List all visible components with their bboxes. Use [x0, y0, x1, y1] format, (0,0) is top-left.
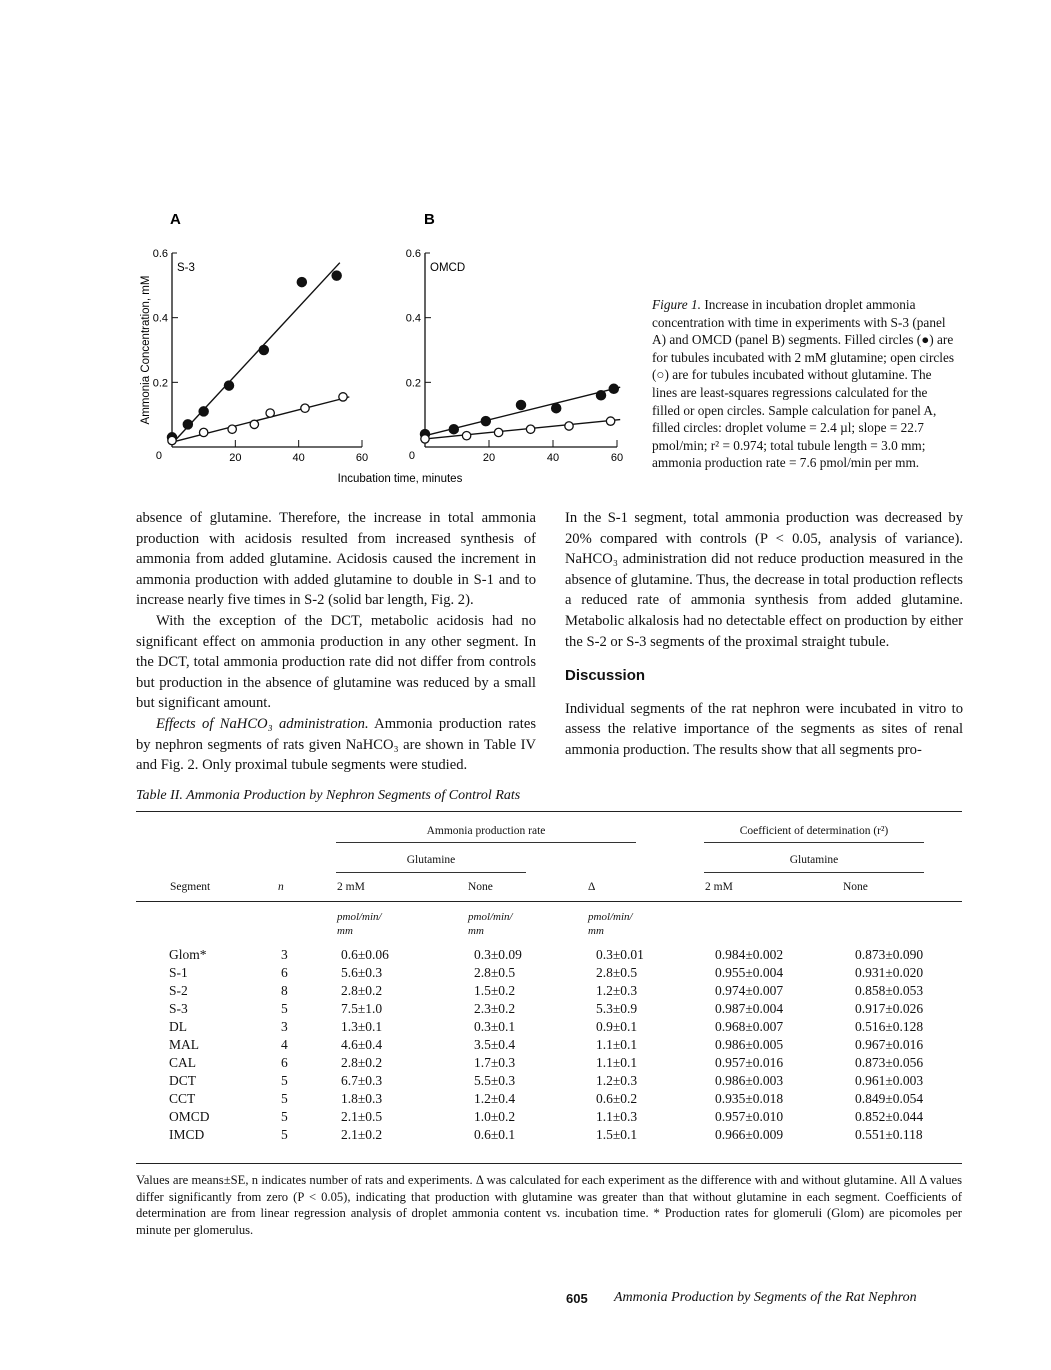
table-cell: 0.917±0.026: [855, 1001, 924, 1016]
table-cell: 0.849±0.054: [855, 1091, 924, 1106]
open-data-point: [526, 425, 534, 433]
table-cell: 0.3±0.1: [474, 1019, 516, 1034]
table-cell: 5: [281, 1001, 288, 1016]
table-cell: 2.3±0.2: [474, 1001, 516, 1016]
table-cell: 4.6±0.4: [341, 1037, 383, 1052]
open-data-point: [199, 428, 207, 436]
table-cell: 0.935±0.018: [715, 1091, 784, 1106]
table-cell: 0.966±0.009: [715, 1127, 784, 1142]
table-cell: 0.984±0.002: [715, 947, 784, 962]
table-cell: 1.0±0.2: [474, 1109, 516, 1124]
y-tick-label: 0: [408, 450, 415, 462]
col-header-segment: Segment: [170, 881, 211, 893]
x-tick-label: 20: [482, 452, 496, 464]
table-row: [168, 964, 936, 982]
table-cell: 8: [281, 983, 288, 998]
table-cell: MAL: [169, 1037, 199, 1052]
table-cell: S-1: [169, 965, 188, 980]
divider: [704, 842, 924, 843]
filled-data-point: [183, 420, 192, 429]
table-cell: DCT: [169, 1073, 196, 1088]
filled-data-point: [449, 425, 458, 434]
table-cell: 4: [281, 1037, 288, 1052]
table-cell: 0.955±0.004: [715, 965, 784, 980]
data-table: [168, 946, 936, 1144]
header-rule: [136, 901, 962, 902]
x-tick-label: 60: [355, 452, 369, 464]
table-cell: 5.6±0.3: [341, 965, 383, 980]
divider: [704, 872, 924, 873]
table-cell: 0.957±0.010: [715, 1109, 784, 1124]
table-cell: 0.852±0.044: [855, 1109, 924, 1124]
table-cell: 1.5±0.1: [596, 1127, 638, 1142]
table-cell: 1.2±0.3: [596, 983, 638, 998]
filled-data-point: [199, 407, 208, 416]
col-header-2mm: 2 mM: [337, 881, 365, 893]
table-row: [168, 1018, 936, 1036]
filled-data-point: [516, 400, 525, 409]
right-column: [565, 508, 963, 761]
table-title: Table II. Ammonia Production by Nephron Segments of Control Rats: [136, 788, 521, 803]
table-row: [168, 1000, 936, 1018]
table-cell: 0.987±0.004: [715, 1001, 784, 1016]
x-tick-label: 20: [229, 452, 242, 464]
table-cell: 0.961±0.003: [855, 1073, 924, 1088]
panel-label-a: A: [170, 211, 181, 228]
group-header-r2: Coefficient of determination (r²): [739, 825, 889, 837]
table-bottom-rule: [136, 1163, 962, 1164]
table-cell: IMCD: [169, 1127, 205, 1142]
table-row: [168, 1090, 936, 1108]
table-row: [168, 1054, 936, 1072]
table-cell: 3: [281, 1019, 288, 1034]
panel-title: OMCD: [430, 262, 466, 274]
table-cell: 1.8±0.3: [341, 1091, 383, 1106]
running-title: Ammonia Production by Segments of the Rat Nephron: [614, 1290, 917, 1305]
table-cell: 6: [281, 965, 288, 980]
table-footnote: Values are means±SE, n indicates number of rats and experiments. Δ was calculated for each experiment as the difference with and without glutamine. All Δ values differ significantly from zero (P < 0.05), indicating that production with glutamine was greater than that without glutamine in each segment. Coefficients of determination are from linear regression analysis of droplet ammonia content vs. incubation time. * Production rates for glomeruli (Glom) are picomoles per minute per glomerulus.: [136, 1173, 962, 1237]
run-in-heading: Effects of NaHCO₃ administration.: [156, 715, 369, 732]
table-cell: 2.1±0.2: [341, 1127, 383, 1142]
open-data-point: [462, 431, 470, 439]
table-cell: 1.1±0.1: [596, 1055, 638, 1070]
table-cell: 5: [281, 1127, 288, 1142]
y-tick-label: 0.2: [152, 377, 168, 390]
open-data-point: [421, 435, 429, 443]
table-cell: 0.931±0.020: [855, 965, 924, 980]
table-cell: 1.5±0.2: [474, 983, 516, 998]
table-cell: 0.986±0.005: [715, 1037, 784, 1052]
x-tick-label: 60: [610, 452, 624, 464]
panel-label-b: B: [424, 211, 435, 228]
page-number: 605: [566, 1291, 588, 1306]
paragraph: With the exception of the DCT, metabolic acidosis had no significant effect on ammonia production in any other segment. In the DCT, total ammonia production rate did not differ from controls but production in the absence of glutamine was reduced by a small but significant amount.: [136, 612, 536, 712]
panel-b: [406, 248, 623, 464]
paragraph: In the S-1 segment, total ammonia production was decreased by 20% compared with controls (P < 0.05, analysis of variance). NaHCO₃ administration did not reduce production measured in the absence of glutamine. Thus, the decrease in total production reflects a reduced rate of ammonia synthesis from added glutamine. Metabolic alkalosis had no detectable effect on production by either the S-2 or S-3 segments of the proximal straight tubule.: [565, 510, 963, 650]
table-cell: S-2: [169, 983, 188, 998]
group-header-production: Ammonia production rate: [426, 825, 546, 837]
open-data-point: [339, 393, 347, 401]
table-row: [168, 982, 936, 1000]
x-tick-label: 40: [292, 452, 305, 464]
table-cell: 0.873±0.056: [855, 1055, 924, 1070]
col-header-r2-none: None: [843, 881, 868, 893]
y-axis-label: Ammonia Concentration, mM: [140, 275, 152, 425]
table-cell: 0.9±0.1: [596, 1019, 638, 1034]
subheader-glutamine-r2: Glutamine: [789, 854, 839, 866]
table-cell: 6.7±0.3: [341, 1073, 383, 1088]
table-cell: 1.3±0.1: [341, 1019, 383, 1034]
table-cell: 0.873±0.090: [855, 947, 924, 962]
table-cell: 0.957±0.016: [715, 1055, 784, 1070]
table-cell: 0.551±0.118: [855, 1127, 923, 1142]
table-cell: CCT: [169, 1091, 196, 1106]
table-cell: 1.2±0.3: [596, 1073, 638, 1088]
open-data-point: [168, 436, 176, 444]
table-cell: 1.1±0.3: [596, 1109, 638, 1124]
panel-title: S-3: [177, 262, 195, 274]
open-data-point: [606, 417, 614, 425]
paragraph: Individual segments of the rat nephron were incubated in vitro to assess the relative importance of the segments as sites of renal ammonia production. The results show that all segments pro-: [565, 700, 963, 758]
table-cell: 1.2±0.4: [474, 1091, 516, 1106]
regression-line: [172, 263, 340, 444]
table-row: [168, 1036, 936, 1054]
divider: [336, 842, 636, 843]
figure-caption: [652, 296, 958, 472]
table-cell: 7.5±1.0: [341, 1001, 383, 1016]
table-cell: DL: [169, 1019, 187, 1034]
table-cell: 0.6±0.06: [341, 947, 389, 962]
table-cell: CAL: [169, 1055, 196, 1070]
y-tick-label: 0.2: [405, 377, 421, 390]
filled-data-point: [481, 417, 490, 426]
paragraph-text: Ammonia production rates by nephron segments of rats given NaHCO₃ are shown in Table IV and Fig. 2. Only proximal tubule segments were studied.: [136, 715, 536, 774]
open-data-point: [494, 428, 502, 436]
table-cell: 2.8±0.2: [341, 1055, 383, 1070]
table-cell: 5: [281, 1091, 288, 1106]
table-cell: 0.6±0.2: [596, 1091, 638, 1106]
table-cell: 0.858±0.053: [855, 983, 924, 998]
left-column: [136, 508, 536, 776]
table-cell: S-3: [169, 1001, 188, 1016]
caption-text: Increase in incubation droplet ammonia concentration with time in experiments with S-3 (panel A) and OMCD (panel B) segments. Filled circles (●) are for tubules incubated with 2 mM glutamine; open circles (○) are for tubules incubated without glutamine. The lines are least-squares regressions calculated for the filled or open circles. Sample calculation for panel A, filled circles: droplet volume = 2.4 µl; slope = 22.7 pmol/min; r² = 0.974; total tubule length = 3.0 mm; ammonia production rate = 7.6 pmol/min per mm.: [652, 297, 955, 471]
table-cell: 0.968±0.007: [715, 1019, 784, 1034]
table-cell: 0.516±0.128: [855, 1019, 924, 1034]
table-cell: Glom*: [169, 947, 207, 962]
filled-data-point: [332, 271, 341, 280]
table-cell: 5.3±0.9: [596, 1001, 638, 1016]
open-data-point: [266, 409, 274, 417]
section-heading: Discussion: [565, 667, 646, 685]
filled-data-point: [297, 278, 306, 287]
x-axis-label: Incubation time, minutes: [337, 473, 463, 485]
caption-label: Figure 1.: [652, 297, 701, 312]
table-cell: 0.986±0.003: [715, 1073, 784, 1088]
units-delta: pmol/min/ mm: [588, 911, 633, 937]
table-cell: 2.8±0.5: [474, 965, 516, 980]
table-cell: OMCD: [169, 1109, 210, 1124]
subheader-glutamine: Glutamine: [406, 854, 456, 866]
table-cell: 0.6±0.1: [474, 1127, 516, 1142]
filled-data-point: [224, 381, 233, 390]
y-tick-label: 0: [155, 450, 162, 462]
table-cell: 6: [281, 1055, 288, 1070]
open-data-point: [301, 404, 309, 412]
open-data-point: [228, 425, 236, 433]
table-cell: 2.8±0.5: [596, 965, 638, 980]
units-2mm: pmol/min/ mm: [337, 911, 382, 937]
y-tick-label: 0.4: [152, 312, 168, 325]
table-row: [168, 1126, 936, 1144]
y-tick-label: 0.4: [405, 312, 421, 325]
table-cell: 5: [281, 1109, 288, 1124]
col-header-none: None: [468, 881, 493, 893]
table-cell: 0.974±0.007: [715, 983, 784, 998]
table-cell: 0.3±0.01: [596, 947, 644, 962]
filled-data-point: [609, 384, 618, 393]
table-cell: 2.8±0.2: [341, 983, 383, 998]
table-cell: 2.1±0.5: [341, 1109, 383, 1124]
y-tick-label: 0.6: [152, 248, 168, 260]
x-tick-label: 40: [546, 452, 560, 464]
regression-line: [172, 397, 349, 442]
panel-a: [153, 248, 368, 464]
col-header-r2-2mm: 2 mM: [705, 881, 733, 893]
filled-data-point: [259, 345, 268, 354]
table-cell: 5: [281, 1073, 288, 1088]
table-cell: 5.5±0.3: [474, 1073, 516, 1088]
table-cell: 0.967±0.016: [855, 1037, 924, 1052]
table-row: [168, 1108, 936, 1126]
col-header-delta: Δ: [588, 881, 596, 893]
units-none: pmol/min/ mm: [468, 911, 513, 937]
paragraph: [136, 714, 536, 776]
open-data-point: [250, 420, 258, 428]
table-row: [168, 946, 936, 964]
col-header-n: n: [278, 881, 284, 893]
table-cell: 0.3±0.09: [474, 947, 522, 962]
table-cell: 3.5±0.4: [474, 1037, 516, 1052]
paragraph: absence of glutamine. Therefore, the increase in total ammonia production with acidosis resulted from increased synthesis of ammonia from added glutamine. Acidosis caused the increment in ammonia production with added glutamine to double in S-1 and to increase nearly five times in S-2 (solid bar length, Fig. 2).: [136, 510, 536, 609]
filled-data-point: [596, 391, 605, 400]
y-tick-label: 0.6: [405, 248, 421, 260]
table-cell: 1.7±0.3: [474, 1055, 516, 1070]
divider: [336, 872, 526, 873]
filled-data-point: [552, 404, 561, 413]
table-row: [168, 1072, 936, 1090]
open-data-point: [565, 422, 573, 430]
table-top-rule: [136, 811, 962, 812]
table-cell: 3: [281, 947, 288, 962]
table-cell: 1.1±0.1: [596, 1037, 638, 1052]
